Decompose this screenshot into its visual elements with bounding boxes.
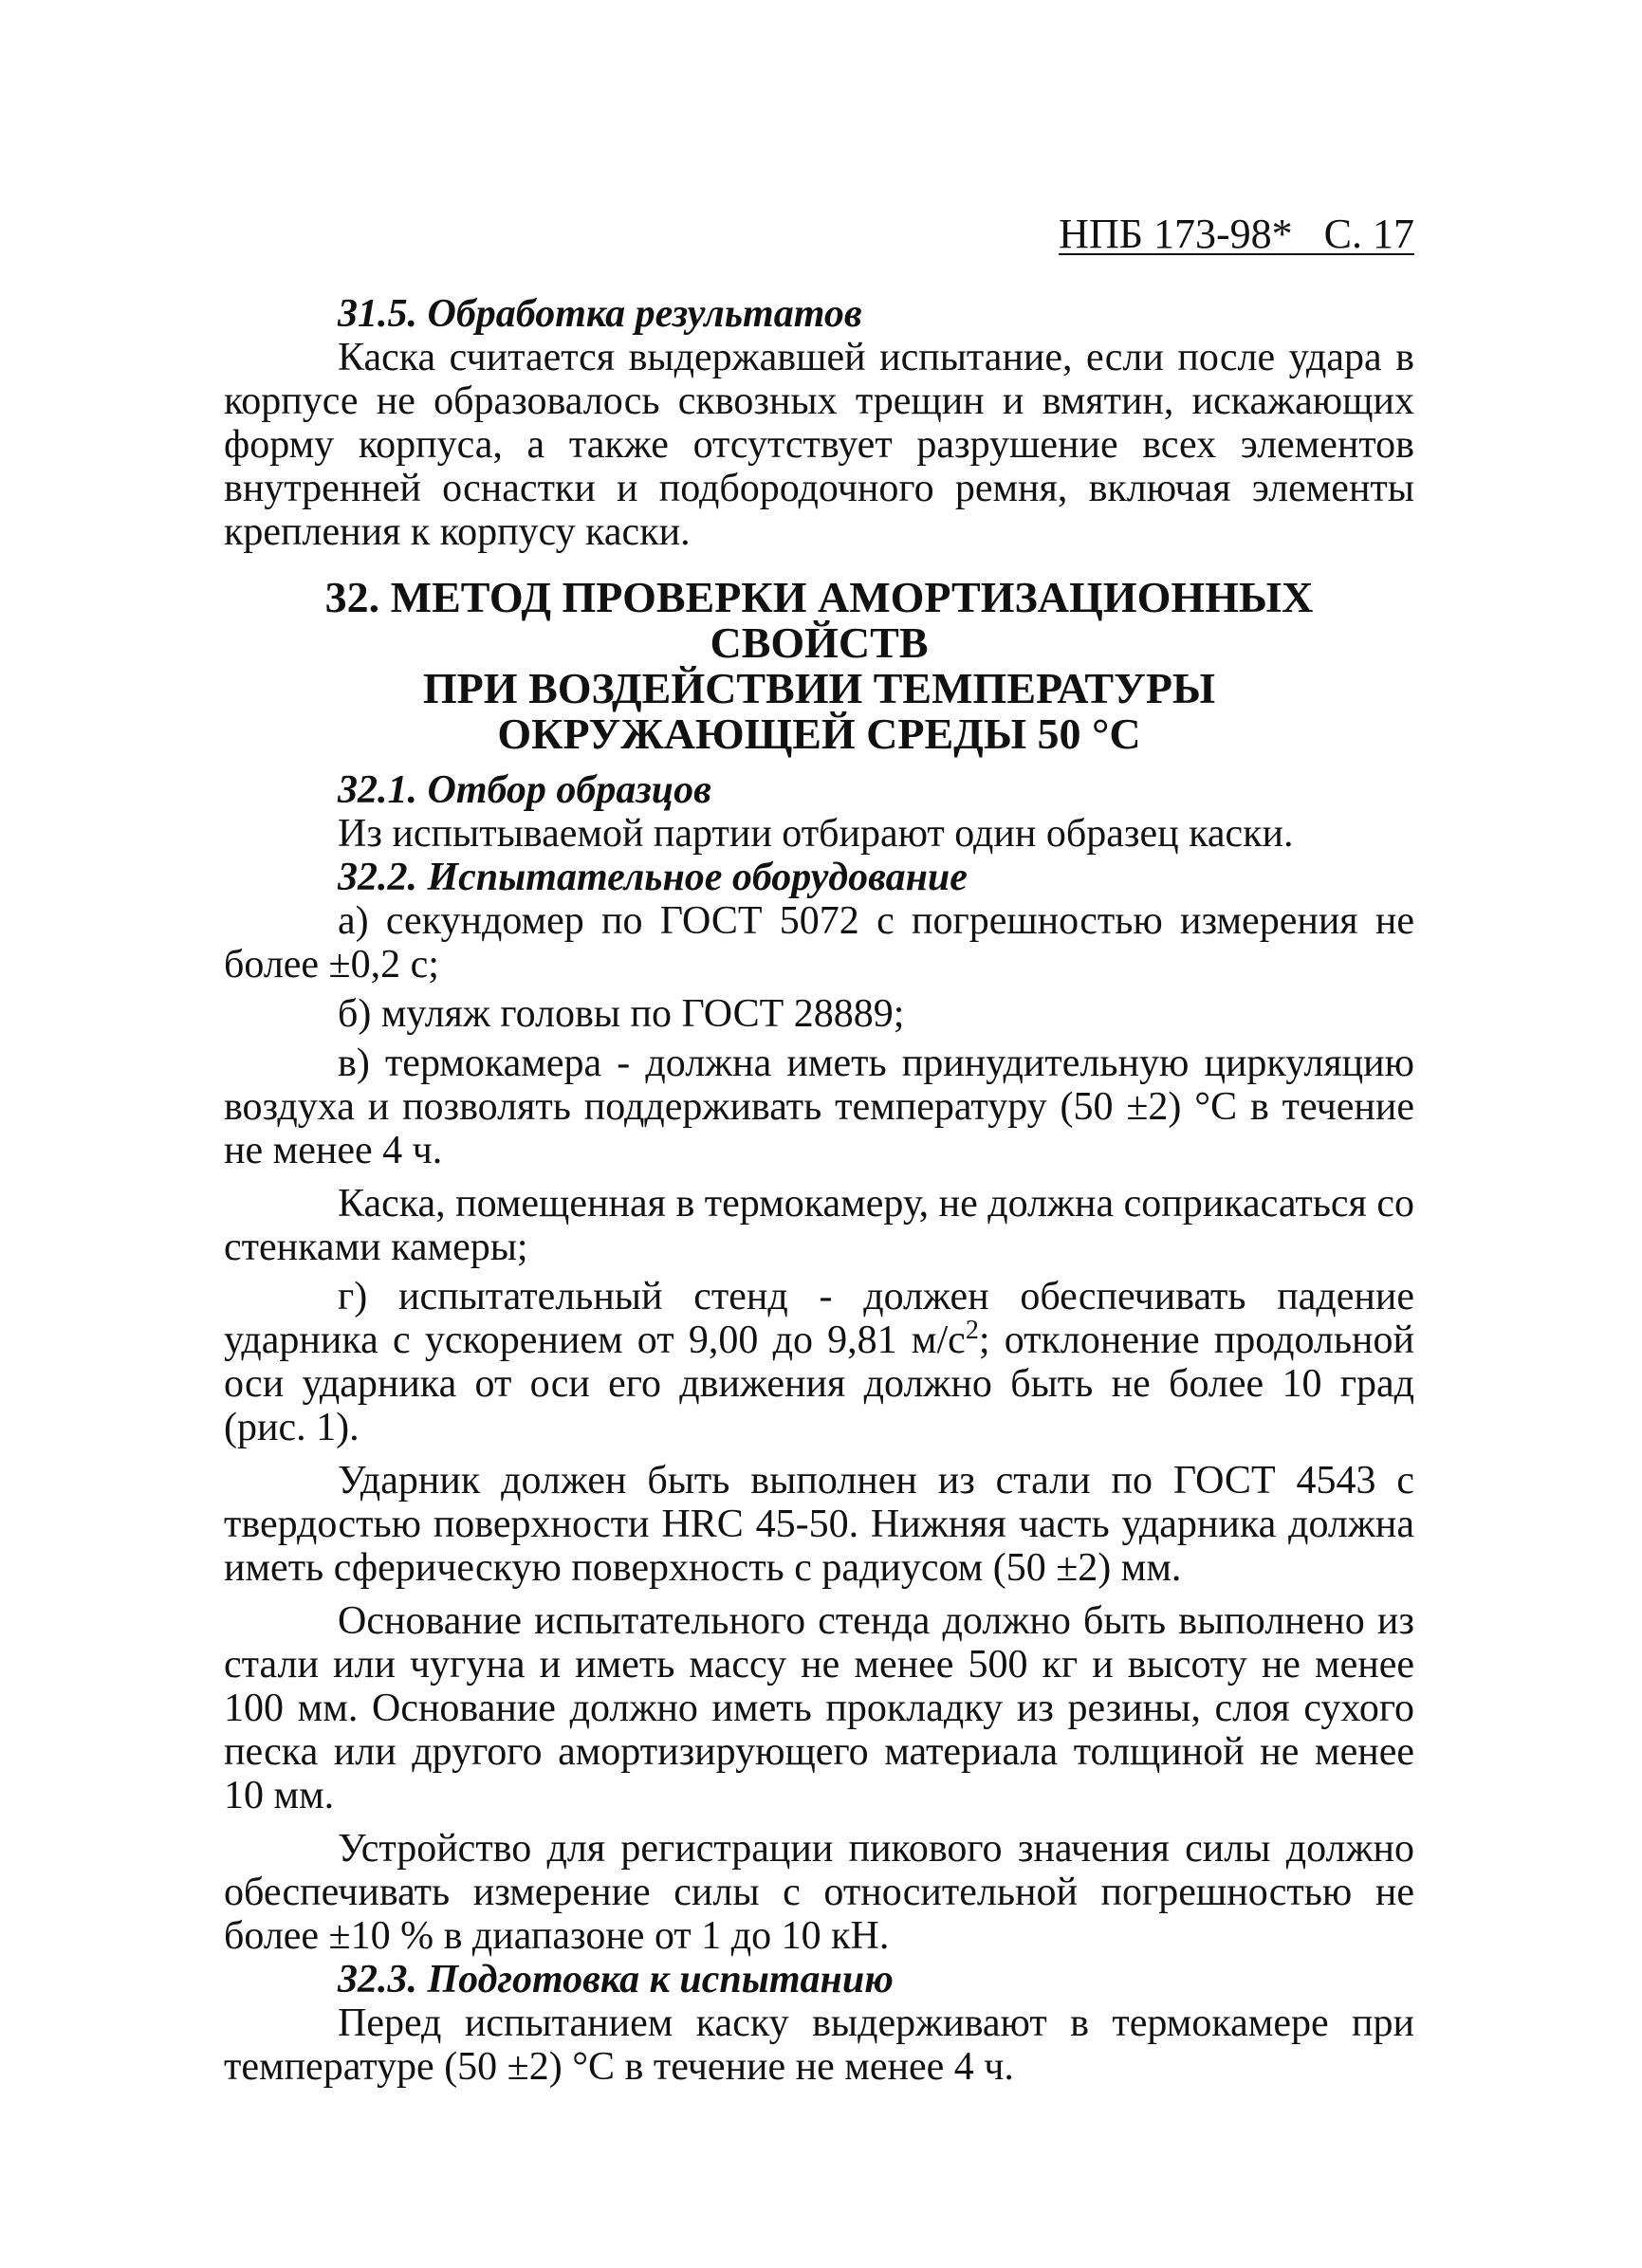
section-32-3-title: 32.3. Подготовка к испытанию <box>338 1958 894 2001</box>
base-paragraph: Основание испытательного стенда должно быть выполнено из стали или чугуна и иметь массу не менее 500 кг и высоту не менее 100 мм. Основание должно иметь прокладку из резины, слоя сухого песка или другого амортизирующего материала толщиной не менее 10 мм. <box>224 1599 1414 1817</box>
document-body <box>224 292 1414 2089</box>
equipment-item-v: в) термокамера - должна иметь принудительную циркуляцию воздуха и позволять поддерживать температуру (50 ±2) °С в течение не менее 4 ч. <box>224 1042 1414 1172</box>
header-text <box>1059 211 1414 257</box>
section-32-heading-line-1: 32. МЕТОД ПРОВЕРКИ АМОРТИЗАЦИОННЫХ СВОЙСТВ <box>324 573 1314 667</box>
equipment-item-g <box>224 1275 1414 1449</box>
force-recorder-paragraph: Устройство для регистрации пикового значения силы должно обеспечивать измерение силы с относительной погрешностью не более ±10 % в диапазоне от 1 до 10 кН. <box>224 1827 1414 1958</box>
section-31-5-title: 31.5. Обработка результатов <box>338 292 862 336</box>
header-code: НПБ 173-98* <box>1059 211 1293 257</box>
superscript: 2 <box>965 1316 979 1345</box>
section-32-heading-line-3: ОКРУЖАЮЩЕЙ СРЕДЫ 50 °С <box>497 710 1141 758</box>
equipment-item-a: а) секундомер по ГОСТ 5072 с погрешностью измерения не более ±0,2 с; <box>224 899 1414 986</box>
section-32-heading <box>224 575 1414 757</box>
section-31-5-text: Каска считается выдержавшей испытание, если после удара в корпусе не образовалось сквозных трещин и вмятин, искажающих форму корпуса, а также отсутствует разрушение всех элементов внутренней оснастки и подбородочного ремня, включая элементы крепления к корпусу каски. <box>224 336 1414 554</box>
striker-paragraph: Ударник должен быть выполнен из стали по ГОСТ 4543 с твердостью поверхности HRC 45-50. Нижняя часть ударника должна иметь сферическую поверхность с радиусом (50 ±2) мм. <box>224 1459 1414 1590</box>
header-page-number: С. 17 <box>1323 211 1414 257</box>
section-32-2-title: 32.2. Испытательное оборудование <box>338 856 968 899</box>
section-32-1-title: 32.1. Отбор образцов <box>338 768 711 812</box>
equipment-item-g-text: г) испытательный стенд - должен обеспечивать падение ударника с ускорением от 9,00 до 9,81 м/с <box>224 1275 1414 1362</box>
equipment-item-g-text-end: ; отклонение продольной оси ударника от оси его движения должно быть не более 10 град (рис. 1). <box>224 1318 1414 1449</box>
equipment-item-b: б) муляж головы по ГОСТ 28889; <box>338 992 905 1036</box>
running-header <box>224 211 1414 258</box>
section-32-1-text: Из испытываемой партии отбирают один образец каски. <box>338 812 1294 856</box>
section-32-3-text: Перед испытанием каску выдерживают в термокамере при температуре (50 ±2) °С в течение не менее 4 ч. <box>224 2001 1414 2089</box>
section-32-heading-line-2: ПРИ ВОЗДЕЙСТВИИ ТЕМПЕРАТУРЫ <box>422 664 1216 712</box>
helmet-placement-paragraph: Каска, помещенная в термокамеру, не должна соприкасаться со стенками камеры; <box>224 1182 1414 1269</box>
